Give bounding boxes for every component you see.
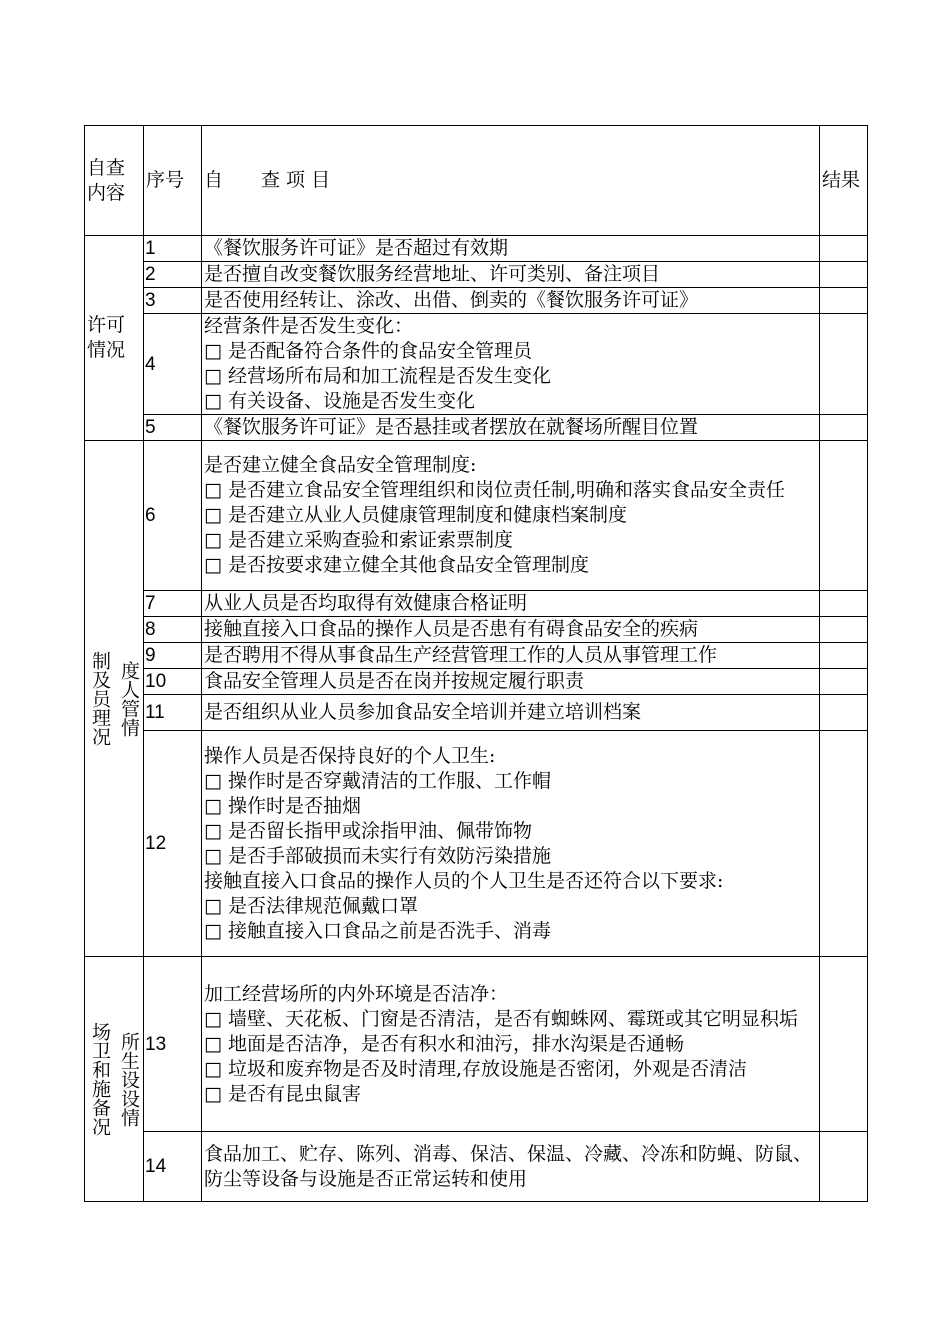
row-number: 11 bbox=[144, 695, 202, 731]
table-row bbox=[85, 236, 868, 262]
row-item bbox=[202, 441, 820, 591]
header-item-label: 自 查 项 目 bbox=[204, 169, 331, 191]
header-result bbox=[820, 126, 868, 236]
header-row bbox=[85, 126, 868, 236]
row-result[interactable] bbox=[820, 236, 868, 262]
category-license bbox=[85, 236, 144, 441]
row-number: 12 bbox=[144, 731, 202, 957]
row-item bbox=[202, 288, 820, 314]
item-line: □ 是否配备符合条件的食品安全管理员 bbox=[204, 340, 532, 362]
row-number: 10 bbox=[144, 669, 202, 695]
table-row bbox=[85, 695, 868, 731]
header-number bbox=[144, 126, 202, 236]
category-right-label: 所生设设情 bbox=[118, 1031, 140, 1127]
row-result[interactable] bbox=[820, 288, 868, 314]
category-right-text bbox=[116, 1032, 141, 1127]
table-row bbox=[85, 731, 868, 957]
item-line: □ 墙壁、天花板、门窗是否清洁，是否有蜘蛛网、霉斑或其它明显积垢 bbox=[204, 1007, 798, 1030]
row-number: 9 bbox=[144, 643, 202, 669]
row-item bbox=[202, 591, 820, 617]
table-row bbox=[85, 591, 868, 617]
item-line: 食品安全管理人员是否在岗并按规定履行职责 bbox=[204, 670, 585, 692]
table-row bbox=[85, 1132, 868, 1202]
row-result[interactable] bbox=[820, 441, 868, 591]
item-line: □ 是否建立从业人员健康管理制度和健康档案制度 bbox=[204, 504, 627, 526]
self-check-table bbox=[84, 125, 868, 1202]
row-result[interactable] bbox=[820, 695, 868, 731]
item-line: □ 操作时是否穿戴清洁的工作服、工作帽 bbox=[204, 769, 551, 792]
row-result[interactable] bbox=[820, 731, 868, 957]
row-result[interactable] bbox=[820, 591, 868, 617]
header-result-label: 结果 bbox=[822, 169, 861, 191]
row-item bbox=[202, 262, 820, 288]
item-line: □ 接触直接入口食品之前是否洗手、消毒 bbox=[204, 919, 551, 942]
item-line: 食品加工、贮存、陈列、消毒、保洁、保温、冷藏、冷冻和防蝇、防鼠、防尘等设备与设施是否正常运转和使用 bbox=[204, 1142, 813, 1190]
table-row bbox=[85, 669, 868, 695]
category-left-text bbox=[87, 651, 112, 746]
row-result[interactable] bbox=[820, 1132, 868, 1202]
category-left-text bbox=[87, 1022, 112, 1136]
category-facilities bbox=[85, 957, 144, 1202]
row-item bbox=[202, 957, 820, 1132]
header-category-label: 自查内容 bbox=[87, 156, 126, 204]
row-number: 7 bbox=[144, 591, 202, 617]
row-number: 13 bbox=[144, 957, 202, 1132]
row-item bbox=[202, 695, 820, 731]
table-row bbox=[85, 617, 868, 643]
row-item bbox=[202, 731, 820, 957]
table-row bbox=[85, 314, 868, 415]
item-line: 接触直接入口食品的操作人员是否患有有碍食品安全的疾病 bbox=[204, 618, 699, 640]
row-item bbox=[202, 236, 820, 262]
table-row bbox=[85, 643, 868, 669]
item-line: 《餐饮服务许可证》是否超过有效期 bbox=[204, 237, 509, 259]
row-result[interactable] bbox=[820, 314, 868, 415]
item-line: 是否聘用不得从事食品生产经营管理工作的人员从事管理工作 bbox=[204, 644, 718, 666]
row-item bbox=[202, 669, 820, 695]
row-item bbox=[202, 314, 820, 415]
category-right-text bbox=[116, 661, 141, 737]
row-item bbox=[202, 1132, 820, 1202]
table-row bbox=[85, 288, 868, 314]
item-line: □ 有关设备、设施是否发生变化 bbox=[204, 390, 475, 412]
row-item bbox=[202, 617, 820, 643]
item-line: 是否擅自改变餐饮服务经营地址、许可类别、备注项目 bbox=[204, 263, 661, 285]
table-row bbox=[85, 415, 868, 441]
row-number: 3 bbox=[144, 288, 202, 314]
row-number: 4 bbox=[144, 314, 202, 415]
row-result[interactable] bbox=[820, 415, 868, 441]
row-result[interactable] bbox=[820, 617, 868, 643]
row-result[interactable] bbox=[820, 643, 868, 669]
item-line: □ 是否建立食品安全管理组织和岗位责任制,明确和落实食品安全责任 bbox=[204, 479, 786, 501]
header-item bbox=[202, 126, 820, 236]
item-line: □ 是否法律规范佩戴口罩 bbox=[204, 894, 418, 917]
row-result[interactable] bbox=[820, 957, 868, 1132]
item-line: □ 是否有昆虫鼠害 bbox=[204, 1082, 361, 1105]
item-line: 《餐饮服务许可证》是否悬挂或者摆放在就餐场所醒目位置 bbox=[204, 416, 699, 438]
row-result[interactable] bbox=[820, 262, 868, 288]
row-item bbox=[202, 643, 820, 669]
row-item bbox=[202, 415, 820, 441]
item-line: 是否组织从业人员参加食品安全培训并建立培训档案 bbox=[204, 701, 642, 723]
item-line: 经营条件是否发生变化： bbox=[204, 315, 414, 337]
item-line: □ 垃圾和废弃物是否及时清理,存放设施是否密闭，外观是否清洁 bbox=[204, 1057, 748, 1080]
item-line: 操作人员是否保持良好的个人卫生: bbox=[204, 744, 496, 767]
row-number: 6 bbox=[144, 441, 202, 591]
row-number: 8 bbox=[144, 617, 202, 643]
table-row bbox=[85, 441, 868, 591]
row-number: 5 bbox=[144, 415, 202, 441]
category-management bbox=[85, 441, 144, 957]
item-line: □ 经营场所布局和加工流程是否发生变化 bbox=[204, 365, 551, 387]
table-row bbox=[85, 957, 868, 1132]
category-left-label: 场卫和施备况 bbox=[89, 1022, 111, 1136]
row-result[interactable] bbox=[820, 669, 868, 695]
row-number: 1 bbox=[144, 236, 202, 262]
row-number: 2 bbox=[144, 262, 202, 288]
category-left-label: 制及员理况 bbox=[89, 651, 111, 746]
category-right-label: 度人管情 bbox=[118, 660, 140, 737]
row-number: 14 bbox=[144, 1132, 202, 1202]
item-line: □ 是否留长指甲或涂指甲油、佩带饰物 bbox=[204, 819, 532, 842]
item-line: 接触直接入口食品的操作人员的个人卫生是否还符合以下要求: bbox=[204, 869, 724, 892]
header-number-label: 序号 bbox=[146, 169, 185, 191]
item-line: 是否建立健全食品安全管理制度: bbox=[204, 454, 477, 476]
header-category bbox=[85, 126, 144, 236]
item-line: □ 操作时是否抽烟 bbox=[204, 794, 361, 817]
item-line: 加工经营场所的内外环境是否洁净： bbox=[204, 982, 509, 1005]
item-line: □ 地面是否洁净，是否有积水和油污，排水沟渠是否通畅 bbox=[204, 1032, 684, 1055]
item-line: 从业人员是否均取得有效健康合格证明 bbox=[204, 592, 528, 614]
item-line: □ 是否建立采购查验和索证索票制度 bbox=[204, 529, 513, 551]
item-line: □ 是否手部破损而未实行有效防污染措施 bbox=[204, 844, 551, 867]
item-line: 是否使用经转让、涂改、出借、倒卖的《餐饮服务许可证》 bbox=[204, 289, 699, 311]
item-line: □ 是否按要求建立健全其他食品安全管理制度 bbox=[204, 554, 589, 576]
category-label: 许可情况 bbox=[87, 314, 126, 361]
table-row bbox=[85, 262, 868, 288]
